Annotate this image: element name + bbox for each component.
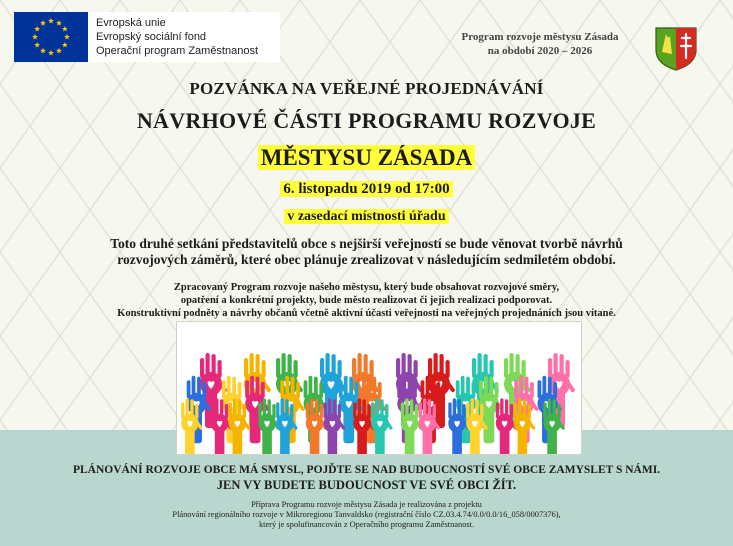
program-name: Program rozvoje městysu Zásada bbox=[461, 31, 619, 43]
details-line: Zpracovaný Program rozvoje našeho městysu, který bude obsahovat rozvojové směry, bbox=[173, 282, 560, 293]
event-venue-wrap bbox=[0, 207, 733, 225]
slogan-line-1: PLÁNOVÁNÍ ROZVOJE OBCE MÁ SMYSL, POJĎTE SE NAD BUDOUCNOSTÍ SVÉ OBCE ZAMYSLET S NÁMI. bbox=[72, 464, 661, 476]
coat-of-arms-icon bbox=[652, 24, 700, 72]
footer-note bbox=[0, 500, 733, 530]
title-line-1: POZVÁNKA NA VEŘEJNÉ PROJEDNÁVÁNÍ bbox=[189, 79, 544, 98]
title-line-2: NÁVRHOVÉ ČÁSTI PROGRAMU ROZVOJE bbox=[136, 108, 597, 133]
intro-line: rozvojových záměrů, které obec plánuje zrealizovat v následujícím sedmiletém období. bbox=[117, 252, 616, 267]
eu-esf-logo bbox=[14, 12, 280, 62]
raised-hand-icon bbox=[371, 398, 393, 454]
slogan-line-2: JEN VY BUDETE BUDOUCNOST VE SVÉ OBCI ŽÍT. bbox=[216, 478, 517, 492]
eu-flag-icon bbox=[14, 12, 88, 62]
details-line: Konstruktivní podněty a návrhy občanů včetně aktivní účasti veřejnosti na veřejných projednáních jsou vítané. bbox=[117, 308, 616, 319]
raised-hands-illustration bbox=[176, 321, 582, 455]
intro-line: Toto druhé setkání představitelů obce s nejširší veřejností se bude věnovat tvorbě návrhů bbox=[110, 236, 623, 251]
title-line-3: MĚSTYSU ZÁSADA bbox=[258, 145, 476, 170]
eu-logo-line: Evropská unie bbox=[96, 17, 166, 29]
title-line-3-wrap bbox=[0, 145, 733, 171]
program-period bbox=[440, 30, 640, 58]
event-date-wrap bbox=[0, 180, 733, 198]
raised-hands-icon bbox=[177, 322, 581, 454]
details-paragraph bbox=[20, 281, 713, 320]
event-date: 6. listopadu 2019 od 17:00 bbox=[280, 181, 452, 197]
details-line: opatření a konkrétní projekty, bude město realizovat či jejich realizaci podporovat. bbox=[180, 295, 553, 306]
program-period-dates: na období 2020 – 2026 bbox=[487, 45, 593, 57]
eu-logo-line: Operační program Zaměstnanost bbox=[96, 45, 259, 57]
footer-line: Příprava Programu rozvoje městysu Zásada je realizována z projektu bbox=[251, 500, 482, 509]
eu-logo-line: Evropský sociální fond bbox=[96, 31, 207, 43]
footer-line: Plánování regionálního rozvoje v Mikroregionu Tanvaldsko (registrační číslo CZ.03.4.74/0.0/0.0/16_058/0007376), bbox=[172, 510, 561, 519]
event-venue: v zasedací místnosti úřadu bbox=[284, 209, 448, 224]
eu-logo-text bbox=[96, 16, 258, 58]
intro-paragraph bbox=[40, 236, 693, 268]
footer-line: který je spolufinancován z Operačního programu Zaměstnanost. bbox=[258, 520, 475, 529]
